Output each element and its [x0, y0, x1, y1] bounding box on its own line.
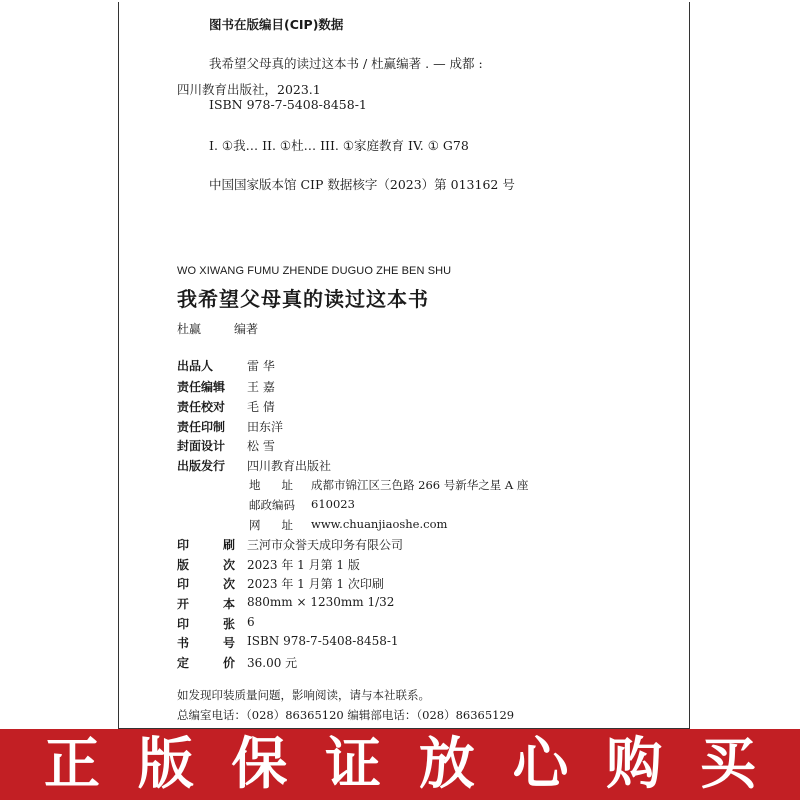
- banner-char: 保: [231, 731, 288, 797]
- spec-value: 2023 年 1 月第 1 版: [247, 558, 360, 572]
- spec-label-char: 刷: [222, 538, 235, 552]
- address-key: [249, 477, 293, 493]
- spec-label-char: 印: [177, 538, 190, 552]
- banner-char: 版: [137, 731, 194, 797]
- contact-phones: 总编室电话：（028）86365120 编辑部电话：（028）86365129: [177, 708, 515, 722]
- spec-value: 880mm × 1230mm 1/32: [247, 595, 395, 609]
- credit-value: 四川教育出版社: [247, 459, 332, 473]
- spec-label-char: 书: [177, 636, 190, 650]
- banner-char: 买: [699, 731, 756, 797]
- credit-label: 封面设计: [177, 439, 226, 453]
- cip-line-2: 四川教育出版社，2023.1: [177, 82, 321, 97]
- spec-label-char: 印: [177, 577, 190, 591]
- credit-value: 雷 华: [247, 359, 275, 373]
- quality-notice: 如发现印装质量问题，影响阅读，请与本社联系。: [177, 688, 430, 702]
- spec-label: [177, 595, 235, 612]
- spec-value: 6: [247, 615, 255, 629]
- spec-value: ISBN 978-7-5408-8458-1: [247, 634, 399, 648]
- address-key-char: 地: [249, 478, 261, 492]
- banner-char: 购: [606, 731, 663, 797]
- banner-char: 心: [512, 731, 569, 797]
- cip-line-1: 我希望父母真的读过这本书 / 杜赢编著 . — 成都 :: [209, 56, 483, 71]
- address-key-char: 址: [281, 478, 293, 492]
- spec-label: [177, 634, 235, 651]
- credit-label: 出版发行: [177, 459, 226, 473]
- spec-label-char: 次: [222, 577, 235, 591]
- spec-label: [177, 556, 235, 573]
- address-value: www.chuanjiaoshe.com: [311, 517, 448, 531]
- banner-char: 放: [418, 731, 475, 797]
- credit-value: 王 嘉: [247, 380, 275, 394]
- author-role: 编著: [234, 322, 259, 336]
- spec-label: [177, 654, 235, 671]
- spec-label-char: 号: [222, 636, 235, 650]
- banner-char: 正: [44, 731, 100, 797]
- spec-label: [177, 536, 235, 553]
- spec-label-char: 价: [222, 656, 235, 670]
- credit-label: 出品人: [177, 359, 214, 373]
- spec-label-char: 本: [222, 597, 235, 611]
- spec-label-char: 次: [222, 558, 235, 572]
- spec-label-char: 张: [222, 617, 235, 631]
- address-key-char: 网: [249, 518, 261, 532]
- credit-label: 责任印制: [177, 420, 226, 434]
- credit-label: 责任校对: [177, 400, 226, 414]
- copyright-page: [118, 2, 690, 729]
- spec-value: 三河市众誉天成印务有限公司: [247, 538, 404, 552]
- spec-label-char: 定: [177, 656, 190, 670]
- book-title-pinyin: WO XIWANG FUMU ZHENDE DUGUO ZHE BEN SHU: [177, 265, 452, 277]
- address-value: 610023: [311, 497, 355, 511]
- credit-value: 松 雪: [247, 439, 275, 453]
- spec-label-char: 版: [177, 558, 190, 572]
- credit-value: 田东洋: [247, 420, 284, 434]
- credit-label: 责任编辑: [177, 380, 226, 394]
- spec-value: 36.00 元: [247, 656, 298, 670]
- spec-label-char: 开: [177, 597, 190, 611]
- spec-label: [177, 615, 235, 632]
- book-title: 我希望父母真的读过这本书: [177, 287, 429, 311]
- address-value: 成都市锦江区三色路 266 号新华之星 A 座: [311, 478, 529, 492]
- spec-label-char: 印: [177, 617, 190, 631]
- spec-label: [177, 575, 235, 592]
- address-key: [249, 517, 293, 533]
- address-key-char: 址: [281, 518, 293, 532]
- banner-char: 证: [325, 731, 382, 797]
- spec-value: 2023 年 1 月第 1 次印刷: [247, 577, 384, 591]
- author-name: 杜赢: [177, 322, 202, 336]
- credit-value: 毛 倩: [247, 400, 275, 414]
- cip-record-number: 中国国家版本馆 CIP 数据核字（2023）第 013162 号: [209, 177, 515, 192]
- address-key: 邮政编码: [249, 498, 295, 512]
- cip-isbn: ISBN 978-7-5408-8458-1: [209, 97, 367, 112]
- cip-heading: 图书在版编目(CIP)数据: [209, 17, 344, 32]
- genuine-guarantee-banner: [0, 729, 800, 800]
- cip-classification: I. ①我… II. ①杜… III. ①家庭教育 IV. ① G78: [209, 138, 469, 153]
